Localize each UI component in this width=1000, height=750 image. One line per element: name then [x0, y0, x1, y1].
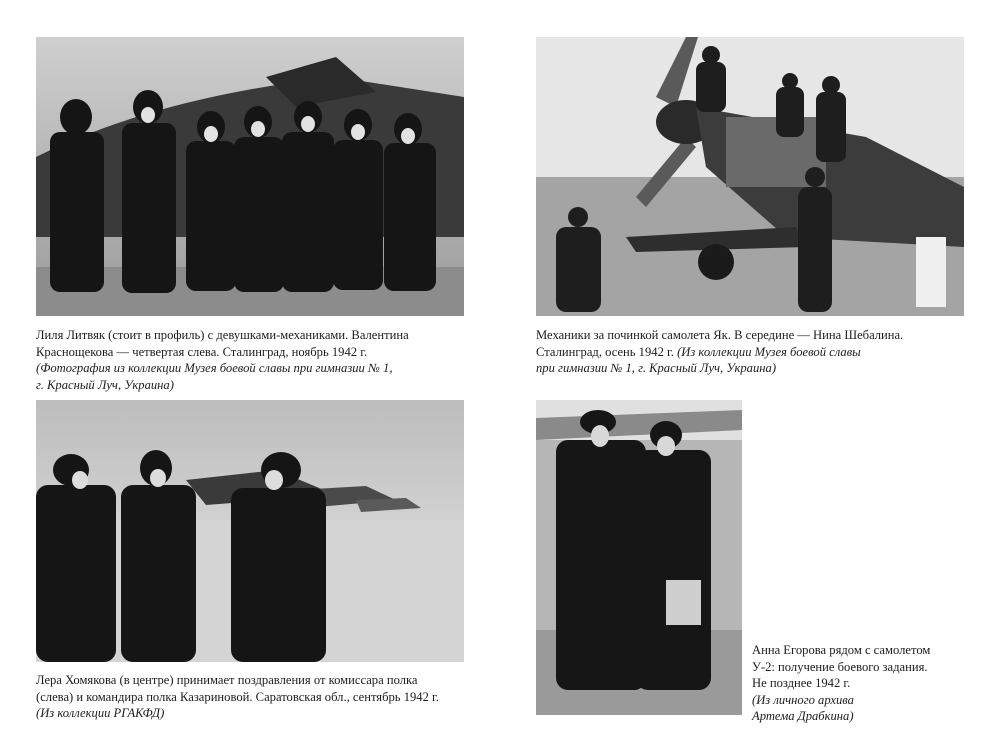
caption-line: (слева) и командира полка Казариновой. Саратовская обл., сентябрь 1942 г. — [36, 689, 439, 704]
caption-line: Механики за починкой самолета Як. В середине — Нина Шебалина. — [536, 328, 904, 342]
caption-mechanics-group — [36, 327, 466, 393]
caption-line-with-source — [536, 344, 966, 361]
caption-line: Лера Хомякова (в центре) принимает поздравления от комиссара полка — [36, 673, 418, 687]
photo-yak-repair — [536, 37, 964, 316]
caption-egorova-u2 — [752, 642, 972, 725]
source-line: (Из коллекции РГАКФД) — [36, 706, 165, 721]
source-line: (Из личного архива — [752, 692, 854, 707]
caption-line: У-2: получение боевого задания. — [752, 659, 928, 674]
source-line: при гимназии № 1, г. Красный Луч, Украина) — [536, 361, 777, 376]
source-line: (Фотография из коллекции Музея боевой славы при гимназии № 1, — [36, 361, 393, 376]
caption-line: Анна Егорова рядом с самолетом — [752, 643, 931, 657]
caption-text: Сталинград, осень 1942 г. — [536, 344, 674, 359]
caption-line: Не позднее 1942 г. — [752, 676, 851, 691]
photo-mechanics-group — [36, 37, 464, 316]
photo-egorova-u2 — [536, 400, 742, 715]
caption-line: Краснощекова — четвертая слева. Сталинград, ноябрь 1942 г. — [36, 344, 368, 359]
source-text: (Из коллекции Музея боевой славы — [677, 344, 861, 359]
source-line: Артема Драбкина) — [752, 709, 854, 724]
caption-khomyakova-congratulations — [36, 672, 466, 722]
source-line: г. Красный Луч, Украина) — [36, 377, 174, 392]
caption-yak-repair — [536, 327, 966, 377]
photo-khomyakova-congratulations — [36, 400, 464, 662]
caption-line: Лиля Литвяк (стоит в профиль) с девушками-механиками. Валентина — [36, 328, 409, 342]
